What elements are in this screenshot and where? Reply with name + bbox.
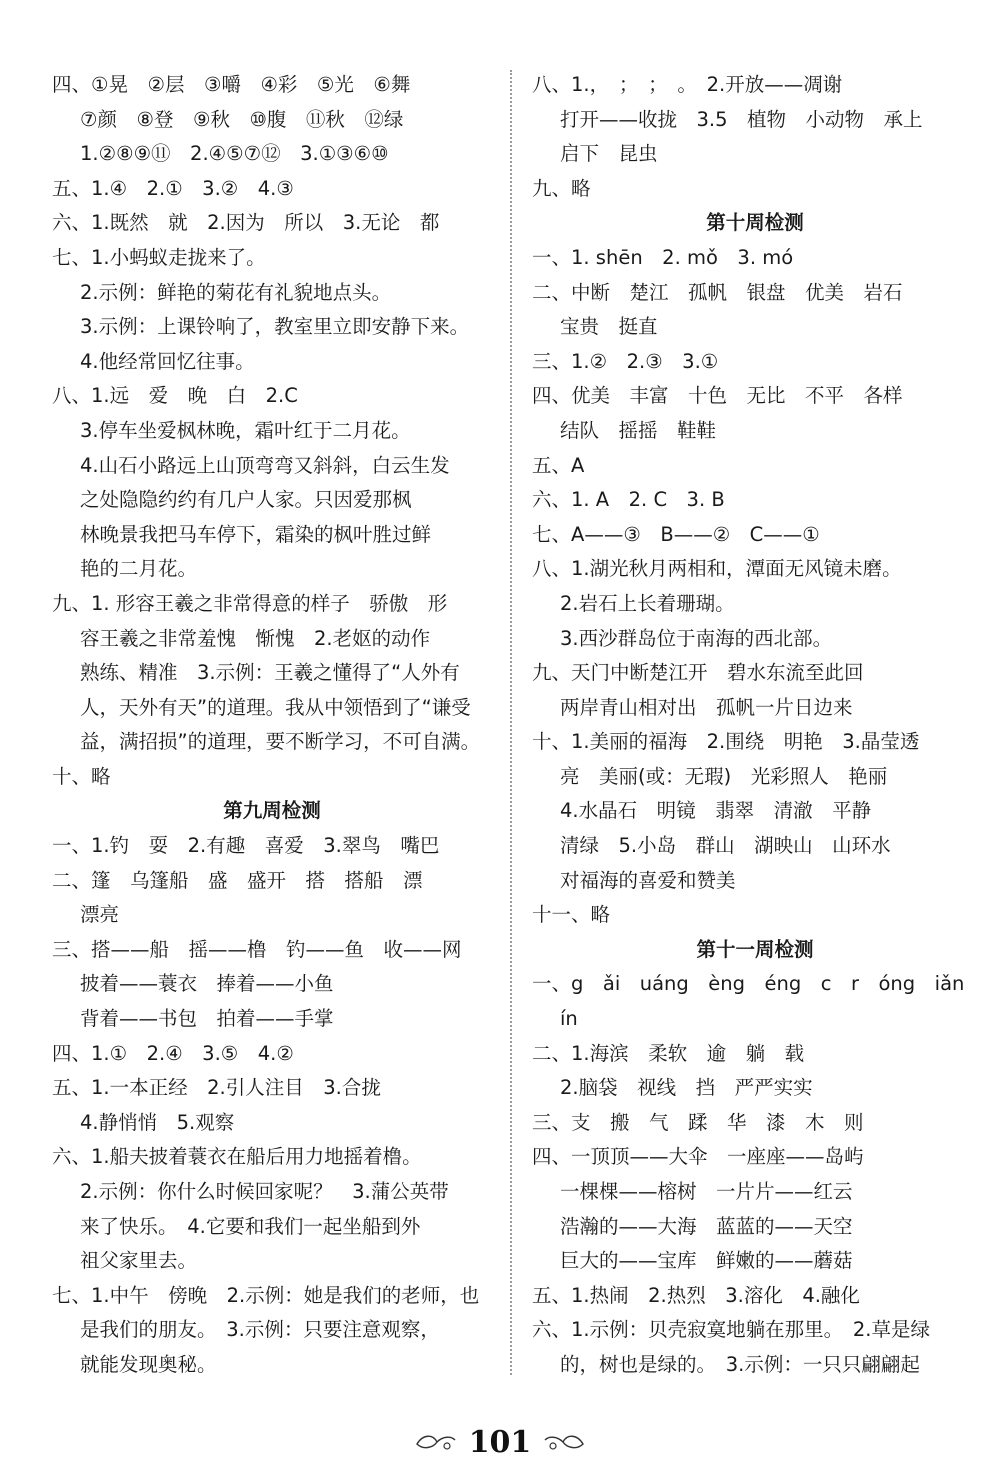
answer-line: 2.示例：鲜艳的菊花有礼貌地点头。 <box>80 280 392 304</box>
answer-line: 4.他经常回忆往事。 <box>80 349 255 373</box>
answer-line: 背着——书包 拍着——手掌 <box>80 1007 334 1031</box>
left-column <box>52 68 492 1383</box>
answer-line: 2.岩石上长着珊瑚。 <box>560 591 735 615</box>
answer-line: 四、1.① 2.④ 3.⑤ 4.② <box>52 1041 294 1065</box>
page-footer <box>0 1420 1000 1464</box>
answer-line: 1.②⑧⑨⑪ 2.④⑤⑦⑫ 3.①③⑥⑩ <box>80 142 389 166</box>
answer-line: 五、1.热闹 2.热烈 3.溶化 4.融化 <box>532 1283 860 1307</box>
answer-line: 打开——收拢 3.5 植物 小动物 承上 <box>560 107 923 131</box>
answer-line: ín <box>560 1007 578 1031</box>
answer-line: 的，树也是绿的。 3.示例：一只只翩翩起 <box>560 1352 920 1376</box>
answer-line: 六、1.船夫披着蓑衣在船后用力地摇着橹。 <box>52 1145 422 1169</box>
answer-line: 宝贵 挺直 <box>560 315 658 339</box>
answer-line: 4.水晶石 明镜 翡翠 清澈 平静 <box>560 799 872 823</box>
answer-line: 就能发现奥秘。 <box>80 1352 217 1376</box>
answer-line: 3.示例：上课铃响了，教室里立即安静下来。 <box>80 315 470 339</box>
answer-line: 三、搭——船 摇——橹 钓——鱼 收——网 <box>52 937 462 961</box>
answer-line: 清绿 5.小岛 群山 湖映山 山环水 <box>560 834 891 858</box>
answer-line: 3.停车坐爱枫林晚，霜叶红于二月花。 <box>80 418 411 442</box>
answer-line: 六、1.既然 就 2.因为 所以 3.无论 都 <box>52 211 440 235</box>
answer-line: 2.示例：你什么时候回家呢？ 3.蒲公英带 <box>80 1180 449 1203</box>
answer-line: 八、1.湖光秋月两相和，潭面无风镜未磨。 <box>532 557 902 581</box>
answer-line: 披着——蓑衣 捧着——小鱼 <box>80 972 334 996</box>
answer-line: 九、天门中断楚江开 碧水东流至此回 <box>532 661 864 685</box>
answer-line: 来了快乐。 4.它要和我们一起坐船到外 <box>80 1214 421 1238</box>
leaf-ornament-icon <box>413 1430 457 1454</box>
answer-line: 对福海的喜爱和赞美 <box>560 868 736 892</box>
answer-line: 五、A <box>532 453 585 477</box>
page-number: 101 <box>468 1424 532 1460</box>
answer-line: 4.静悄悄 5.观察 <box>80 1110 235 1134</box>
section-title: 第九周检测 <box>223 799 321 823</box>
answer-line: 六、1.示例：贝壳寂寞地躺在那里。 2.草是绿 <box>532 1318 930 1342</box>
answer-line: 3.西沙群岛位于南海的西北部。 <box>560 626 833 650</box>
answer-line: 容王羲之非常羞愧 惭愧 2.老妪的动作 <box>80 626 431 650</box>
section-title: 第十周检测 <box>706 211 804 235</box>
answer-line: 八、1.， ； ； 。 2.开放——凋谢 <box>532 73 843 96</box>
answer-line: 二、1.海滨 柔软 逾 躺 载 <box>532 1041 805 1065</box>
answer-line: ⑦颜 ⑧登 ⑨秋 ⑩腹 ⑪秋 ⑫绿 <box>80 107 404 131</box>
answer-line: 十一、略 <box>532 903 611 927</box>
answer-line: 四、一顶顶——大伞 一座座——岛屿 <box>532 1145 864 1169</box>
answer-line: 八、1.远 爱 晚 白 2.C <box>52 384 298 408</box>
right-column <box>532 68 978 1383</box>
answer-line: 七、1.中午 傍晚 2.示例：她是我们的老师，也 <box>52 1283 480 1307</box>
answer-line: 祖父家里去。 <box>80 1249 198 1273</box>
answer-line: 二、中断 楚江 孤帆 银盘 优美 岩石 <box>532 280 903 304</box>
answer-line: 之处隐隐约约有几户人家。只因爱那枫 <box>80 488 412 512</box>
answer-line: 九、1. 形容王羲之非常得意的样子 骄傲 形 <box>52 591 448 615</box>
answer-line: 十、1.美丽的福海 2.围绕 明艳 3.晶莹透 <box>532 730 920 754</box>
answer-line: 4.山石小路远上山顶弯弯又斜斜，白云生发 <box>80 453 450 477</box>
section-title: 第十一周检测 <box>696 937 814 961</box>
answer-line: 是我们的朋友。 3.示例：只要注意观察， <box>80 1318 440 1342</box>
answer-line: 一、1.钓 耍 2.有趣 喜爱 3.翠鸟 嘴巴 <box>52 834 440 858</box>
answer-line: 亮 美丽(或：无瑕) 光彩照人 艳丽 <box>560 764 888 788</box>
answer-line: 漂亮 <box>80 903 120 927</box>
column-divider <box>510 70 512 1375</box>
answer-line: 巨大的——宝库 鲜嫩的——蘑菇 <box>560 1249 853 1273</box>
answer-line: 九、略 <box>532 176 591 200</box>
answer-line: 一棵棵——榕树 一片片——红云 <box>560 1180 853 1203</box>
answer-line: 六、1. A 2. C 3. B <box>532 488 725 512</box>
leaf-ornament-icon <box>543 1430 587 1454</box>
answer-line: 三、支 搬 气 蹂 华 漆 木 则 <box>532 1110 864 1134</box>
answer-line: 浩瀚的——大海 蓝蓝的——天空 <box>560 1214 853 1238</box>
answer-line: 一、1. shēn 2. mǒ 3. mó <box>532 245 794 269</box>
answer-line: 五、1.一本正经 2.引人注目 3.合拢 <box>52 1076 381 1100</box>
answer-line: 人，天外有天”的道理。我从中领悟到了“谦受 <box>80 695 471 719</box>
answer-line: 益，满招损”的道理，要不断学习，不可自满。 <box>80 730 481 754</box>
answer-line: 七、1.小蚂蚁走拢来了。 <box>52 245 266 269</box>
answer-line: 七、A——③ B——② C——① <box>532 522 820 546</box>
answer-line: 艳的二月花。 <box>80 557 198 581</box>
answer-line: 熟练、精准 3.示例：王羲之懂得了“人外有 <box>80 661 460 685</box>
answer-line: 2.脑袋 视线 挡 严严实实 <box>560 1076 813 1100</box>
answer-line: 启下 昆虫 <box>560 142 658 166</box>
answer-line: 二、篷 乌篷船 盛 盛开 搭 搭船 漂 <box>52 868 423 892</box>
answer-line: 三、1.② 2.③ 3.① <box>532 349 719 373</box>
answer-line: 结队 摇摇 鞋鞋 <box>560 418 717 442</box>
answer-line: 两岸青山相对出 孤帆一片日边来 <box>560 695 853 719</box>
answer-line: 十、略 <box>52 764 111 788</box>
answer-line: 林晚景我把马车停下，霜染的枫叶胜过鲜 <box>80 522 432 546</box>
answer-line: 四、优美 丰富 十色 无比 不平 各样 <box>532 384 903 408</box>
answer-line: 四、①晃 ②层 ③嚼 ④彩 ⑤光 ⑥舞 <box>52 73 411 96</box>
answer-line: 一、g ǎi uáng èng éng c r óng iǎn <box>532 972 965 996</box>
answer-line: 五、1.④ 2.① 3.② 4.③ <box>52 176 294 200</box>
